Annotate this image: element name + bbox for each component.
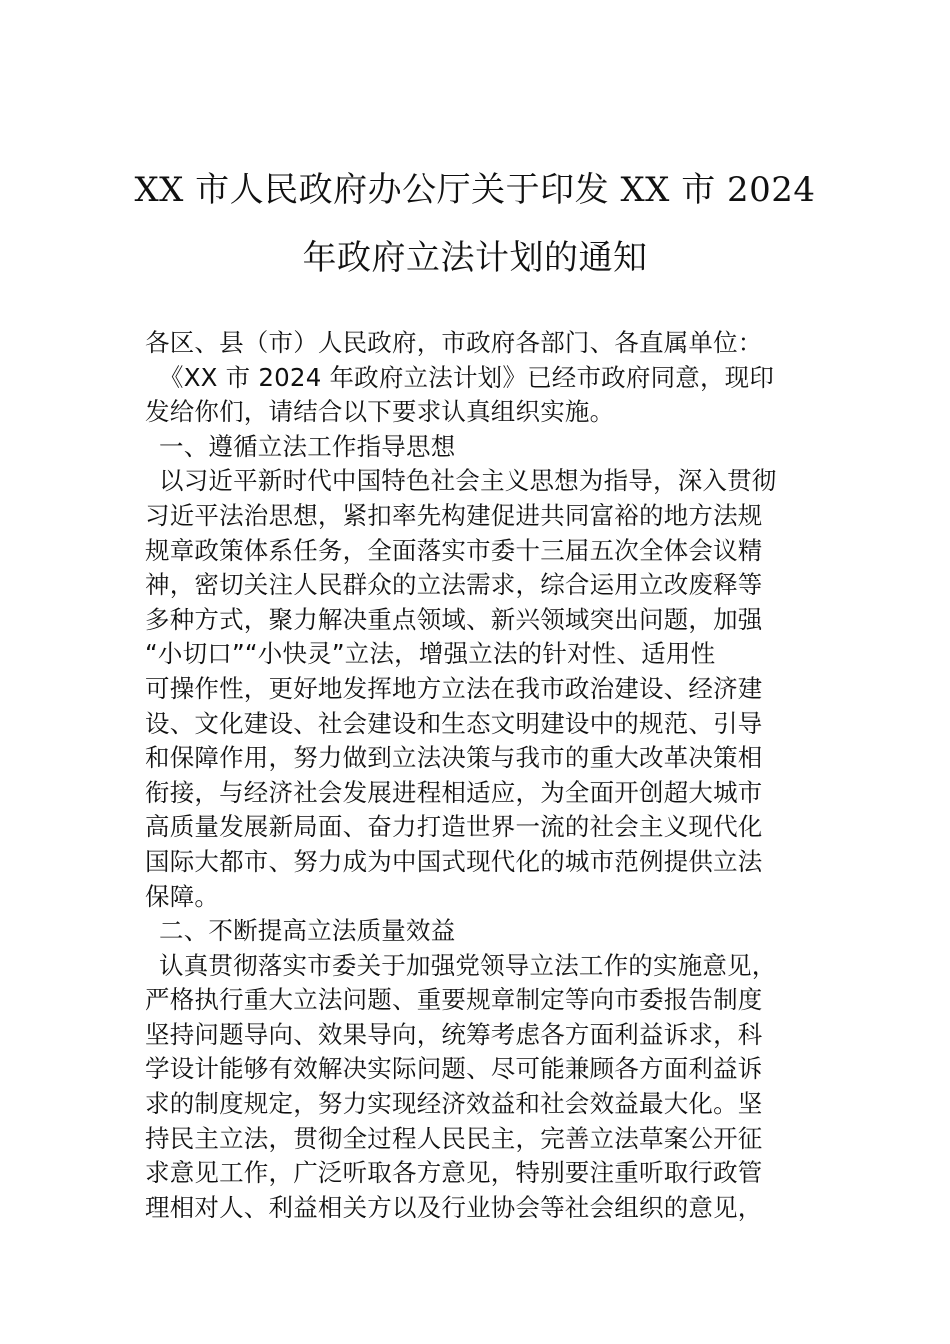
- body-line: 求的制度规定，努力实现经济效益和社会效益最大化。坚: [145, 1089, 763, 1119]
- document-title-line-2: 年政府立法计划的通知: [302, 238, 648, 278]
- body-line: 多种方式，聚力解决重点领域、新兴领域突出问题，加强: [145, 604, 763, 634]
- body-line: 习近平法治思想，紧扣率先构建促进共同富裕的地方法规: [145, 500, 763, 530]
- body-line: “小切口”“小快灵”立法，增强立法的针对性、适用性: [145, 639, 716, 669]
- body-line: 学设计能够有效解决实际问题、尽可能兼顾各方面利益诉: [145, 1054, 763, 1084]
- section-heading-2: 二、不断提高立法质量效益: [159, 916, 456, 946]
- section-heading-1: 一、遵循立法工作指导思想: [159, 431, 456, 461]
- body-line: 认真贯彻落实市委关于加强党领导立法工作的实施意见，: [159, 950, 777, 980]
- body-line: 设、文化建设、社会建设和生态文明建设中的规范、引导: [145, 708, 763, 738]
- salutation-line: 各区、县（市）人民政府，市政府各部门、各直属单位：: [145, 328, 763, 357]
- body-line: 和保障作用，努力做到立法决策与我市的重大改革决策相: [145, 743, 763, 773]
- body-line: 持民主立法，贯彻全过程人民民主，完善立法草案公开征: [145, 1123, 763, 1153]
- body-line: 求意见工作，广泛听取各方意见，特别要注重听取行政管: [145, 1158, 763, 1188]
- body-line: 理相对人、利益相关方以及行业协会等社会组织的意见，: [145, 1192, 763, 1222]
- document-title-line-1: XX 市人民政府办公厅关于印发 XX 市 2024: [134, 170, 816, 210]
- body-line: 保障。: [145, 881, 220, 911]
- body-line: 严格执行重大立法问题、重要规章制定等向市委报告制度: [145, 985, 763, 1015]
- body-line: 坚持问题导向、效果导向，统筹考虑各方面利益诉求，科: [145, 1019, 763, 1049]
- body-line: 《XX 市 2024 年政府立法计划》已经市政府同意，现印: [159, 362, 775, 392]
- body-line: 规章政策体系任务，全面落实市委十三届五次全体会议精: [145, 535, 763, 565]
- body-line: 衔接，与经济社会发展进程相适应，为全面开创超大城市: [145, 777, 763, 807]
- body-line: 发给你们，请结合以下要求认真组织实施。: [145, 397, 615, 427]
- document-body: [145, 326, 809, 1225]
- body-line: 可操作性，更好地发挥地方立法在我市政治建设、经济建: [145, 673, 763, 703]
- body-line: 神，密切关注人民群众的立法需求，综合运用立改废释等: [145, 570, 763, 600]
- body-line: 国际大都市、努力成为中国式现代化的城市范例提供立法: [145, 846, 763, 876]
- body-line: 以习近平新时代中国特色社会主义思想为指导，深入贯彻: [159, 466, 777, 496]
- body-line: 高质量发展新局面、奋力打造世界一流的社会主义现代化: [145, 812, 763, 842]
